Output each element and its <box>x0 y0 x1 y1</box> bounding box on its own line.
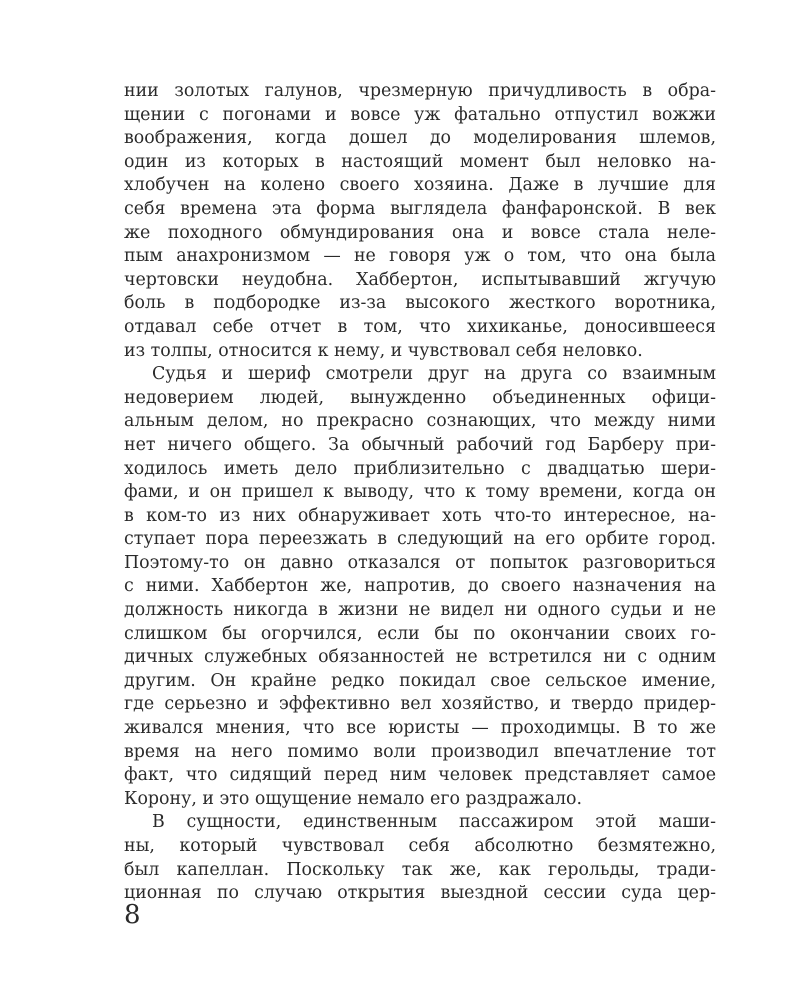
text-line: себя времена эта форма выглядела фанфаронской. В век <box>124 198 716 219</box>
text-line: Судья и шериф смотрели друг на друга со взаимным <box>152 364 716 385</box>
text-line: недоверием людей, вынужденно объединенных офици- <box>124 387 716 408</box>
text-line: дичных служебных обязанностей не встретился ни с одним <box>124 647 716 668</box>
text-line: факт, что сидящий перед ним человек представляет самое <box>124 765 716 786</box>
paragraph-2 <box>124 363 716 811</box>
text-line: Корону, и это ощущение немало его раздражало. <box>124 788 583 809</box>
text-line: слишком бы огорчился, если бы по окончании своих го- <box>124 623 716 644</box>
text-line: где серьезно и эффективно вел хозяйство, и твердо придер- <box>124 694 716 715</box>
text-line: воображения, когда дошел до моделирования шлемов, <box>124 128 716 149</box>
text-line: в ком-то из них обнаруживает хоть что-то интересное, на- <box>124 505 716 526</box>
text-line: другим. Он крайне редко покидал свое сельское имение, <box>124 670 716 691</box>
paragraph-1 <box>124 80 716 363</box>
text-line: щении с погонами и вовсе уж фатально отпустил вожжи <box>124 104 716 125</box>
page-number: 8 <box>124 900 141 930</box>
text-line: В сущности, единственным пассажиром этой маши- <box>152 812 716 833</box>
text-line: нет ничего общего. За обычный рабочий год Барберу при- <box>124 434 716 455</box>
text-line: нии золотых галунов, чрезмерную причудливость в обра- <box>124 81 716 101</box>
text-line: альным делом, но прекрасно сознающих, что между ними <box>124 411 716 432</box>
text-line: Поэтому-то он давно отказался от попыток разговориться <box>124 552 716 573</box>
text-line: фами, и он пришел к выводу, что к тому времени, когда он <box>124 482 716 503</box>
text-line: пым анахронизмом — не говоря уж о том, что она была <box>124 246 716 267</box>
text-line: один из которых в настоящий момент был неловко на- <box>124 151 716 172</box>
text-line: ны, который чувствовал себя абсолютно безмятежно, <box>124 836 716 856</box>
text-line: был капеллан. Поскольку так же, как герольды, тради- <box>124 859 716 880</box>
text-line: должность никогда в жизни не видел ни одного судьи и не <box>124 600 716 621</box>
body-text <box>124 80 716 906</box>
text-line: ступает пора переезжать в следующий на его орбите город. <box>124 529 716 550</box>
text-line: же походного обмундирования она и вовсе стала неле- <box>124 222 716 243</box>
text-line: время на него помимо воли производил впечатление тот <box>124 741 716 762</box>
text-line: из толпы, относится к нему, и чувствовал себя неловко. <box>124 340 643 361</box>
text-line: живался мнения, что все юристы — проходимцы. В то же <box>124 718 716 739</box>
text-line: хлобучен на колено своего хозяина. Даже в лучшие для <box>124 175 716 196</box>
paragraph-3 <box>124 811 716 905</box>
text-line: ционная по случаю открытия выездной сессии суда цер- <box>124 883 716 904</box>
text-line: боль в подбородке из-за высокого жесткого воротника, <box>124 293 716 314</box>
text-line: чертовски неудобна. Хаббертон, испытывавший жгучую <box>124 269 716 290</box>
text-line: отдавал себе отчет в том, что хихиканье, доносившееся <box>124 316 716 337</box>
text-line: ходилось иметь дело приблизительно с двадцатью шери- <box>124 458 716 479</box>
text-line: с ними. Хаббертон же, напротив, до своего назначения на <box>124 576 716 597</box>
